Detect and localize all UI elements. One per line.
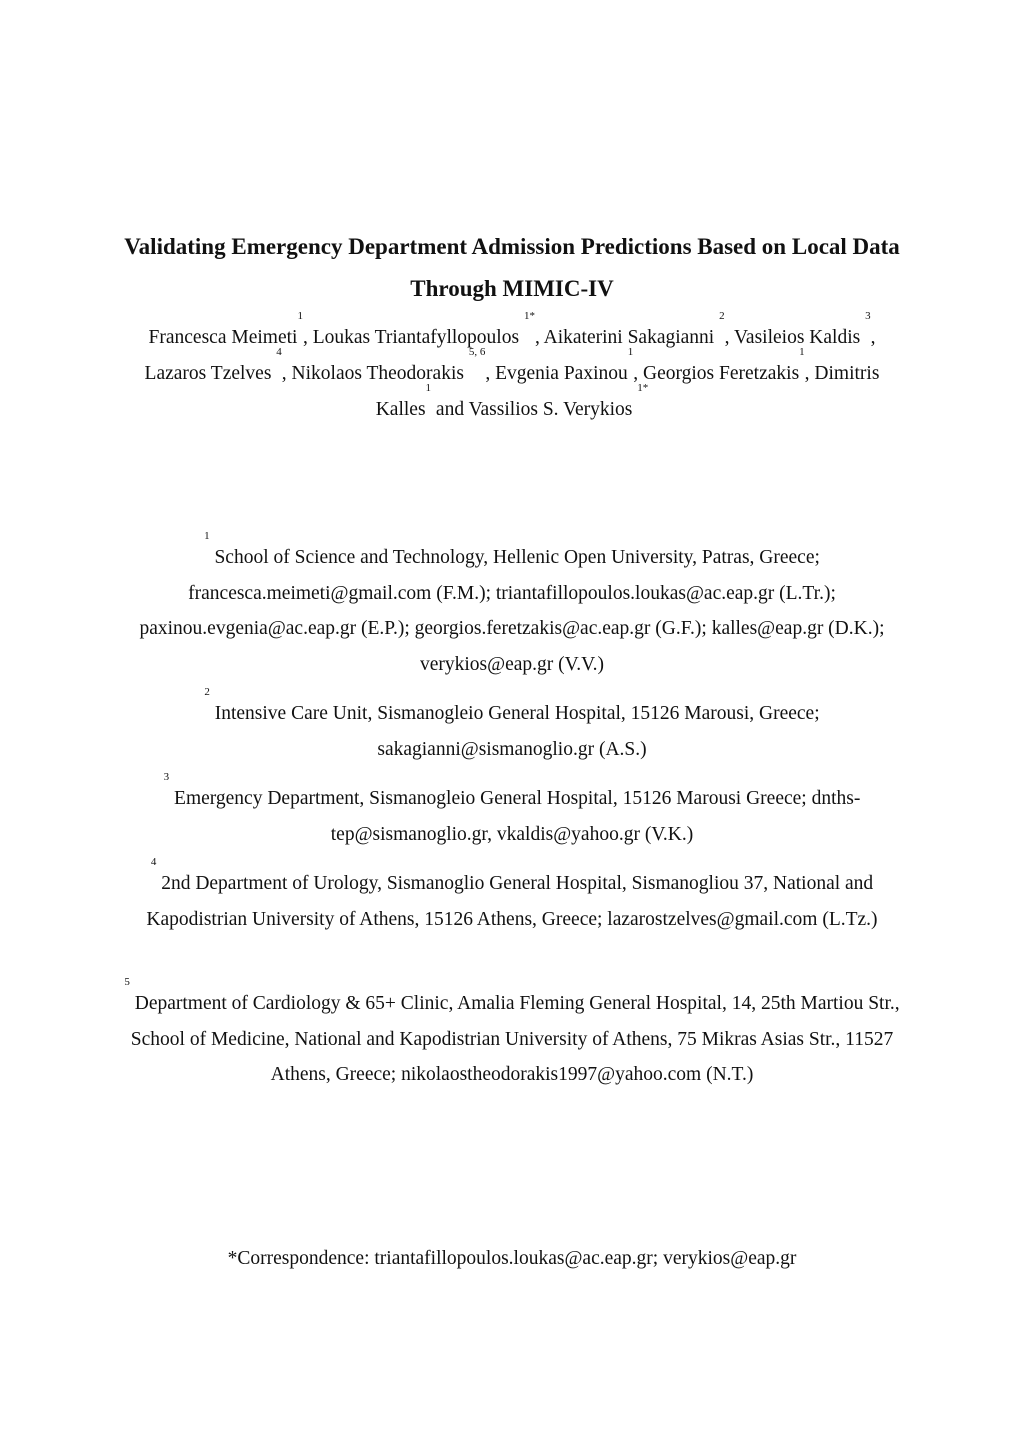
author: Dimitris Kalles$^1$ and <box>375 363 880 420</box>
author: Evgenia Paxinou$^1$, <box>495 346 644 384</box>
affiliation-3: $^3$ Emergency Department, Sismanogleio General Hospital, 15126 Marousi Greece; dnths-tep@sismanoglio.gr, vkaldis@yahoo.gr (V.K.) <box>163 771 861 845</box>
affiliation-4: $^4$ 2nd Department of Urology, Sismanoglio General Hospital, Sismanogliou 37, National and Kapodistrian University of Athens, 15126 Athens, Greece; lazarostzelves@gmail.com (L.Tz.) <box>146 856 878 930</box>
author: Loukas Triantafyllopoulos $^{1*}$, <box>312 310 544 348</box>
author: Francesca Meimeti$^1$, <box>148 310 313 348</box>
author: Vasileios Kaldis $^3$, <box>734 310 876 348</box>
correspondence-text: Correspondence: triantafillopoulos.loukas@ac.eap.gr; verykios@eap.gr <box>237 1248 797 1269</box>
correspondence-marker: * <box>227 1248 238 1269</box>
author: Georgios Feretzakis$^1$, <box>643 346 815 384</box>
author: Lazaros Tzelves $^4$, <box>144 346 292 384</box>
correspondence <box>120 1243 904 1275</box>
affiliation-1: $^1$ School of Science and Technology, Hellenic Open University, Patras, Greece; francesca.meimeti@gmail.com (F.M.); triantafillopoulos.loukas@ac.eap.gr (L.Tr.); paxinou.evgenia@ac.eap.gr (E.P.); georgios.feretzakis@ac.eap.gr (G.F.); kalles@eap.gr (D.K.); verykios@eap.gr (V.V.) <box>139 530 885 675</box>
paper-title: Validating Emergency Department Admission Predictions Based on Local Data Through MIMIC-IV <box>124 234 900 301</box>
affiliation-2: $^2$ Intensive Care Unit, Sismanogleio General Hospital, 15126 Marousi, Greece; sakagianni@sismanoglio.gr (A.S.) <box>204 686 820 760</box>
author: Aikaterini Sakagianni $^2$, <box>543 310 734 348</box>
author-list <box>120 310 904 428</box>
author: Vassilios S. Verykios $^{1*}$ <box>468 382 649 420</box>
affiliation-5: $^5$ Department of Cardiology & 65+ Clinic, Amalia Fleming General Hospital, 14, 25th Martiou Str., School of Medicine, National and Kapodistrian University of Athens, 75 Mikras Asias Str., 11527 Athens, Greece; nikolaostheodorakis1997@yahoo.com (N.T.) <box>124 976 900 1085</box>
author: Nikolaos Theodorakis $^{5, 6}$, <box>291 346 496 384</box>
